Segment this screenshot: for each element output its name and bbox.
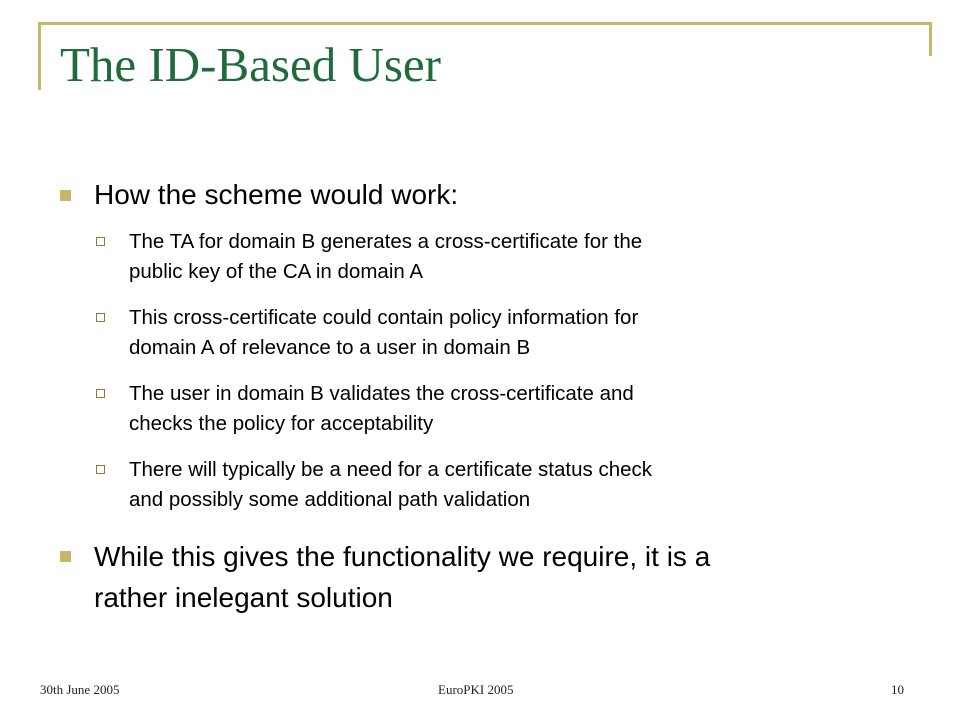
hollow-square-bullet-icon xyxy=(96,313,105,322)
subbullet-4-line-1: There will typically be a need for a certificate status check xyxy=(129,458,652,481)
subbullet-1-line-1: The TA for domain B generates a cross-certificate for the xyxy=(129,230,643,253)
hollow-square-bullet-icon xyxy=(96,389,105,398)
bullet-1-text: How the scheme would work: xyxy=(94,179,459,210)
subbullet-3 xyxy=(129,379,889,439)
footer-event: EuroPKI 2005 xyxy=(438,682,514,697)
footer-date: 30th June 2005 xyxy=(40,682,120,697)
bullet-1 xyxy=(94,177,894,213)
subbullet-2-line-1: This cross-certificate could contain policy information for xyxy=(129,306,639,329)
subbullet-2-line-2: domain A of relevance to a user in domain B xyxy=(129,336,531,359)
bullet-2-line-2: rather inelegant solution xyxy=(94,582,393,613)
hollow-square-bullet-icon xyxy=(96,237,105,246)
subbullet-2 xyxy=(129,303,889,363)
subbullet-1-line-2: public key of the CA in domain A xyxy=(129,260,424,283)
subbullet-4 xyxy=(129,455,889,515)
square-bullet-icon xyxy=(60,190,71,201)
subbullet-3-line-2: checks the policy for acceptability xyxy=(129,412,434,435)
subbullet-3-line-1: The user in domain B validates the cross-certificate and xyxy=(129,382,634,405)
footer-page-number: 10 xyxy=(891,682,904,697)
bullet-2-line-1: While this gives the functionality we require, it is a xyxy=(94,541,711,572)
square-bullet-icon xyxy=(60,551,71,562)
bullet-2 xyxy=(94,536,894,618)
subbullet-4-line-2: and possibly some additional path validation xyxy=(129,488,531,511)
hollow-square-bullet-icon xyxy=(96,465,105,474)
subbullet-1 xyxy=(129,227,889,287)
slide-title: The ID-Based User xyxy=(60,37,441,92)
